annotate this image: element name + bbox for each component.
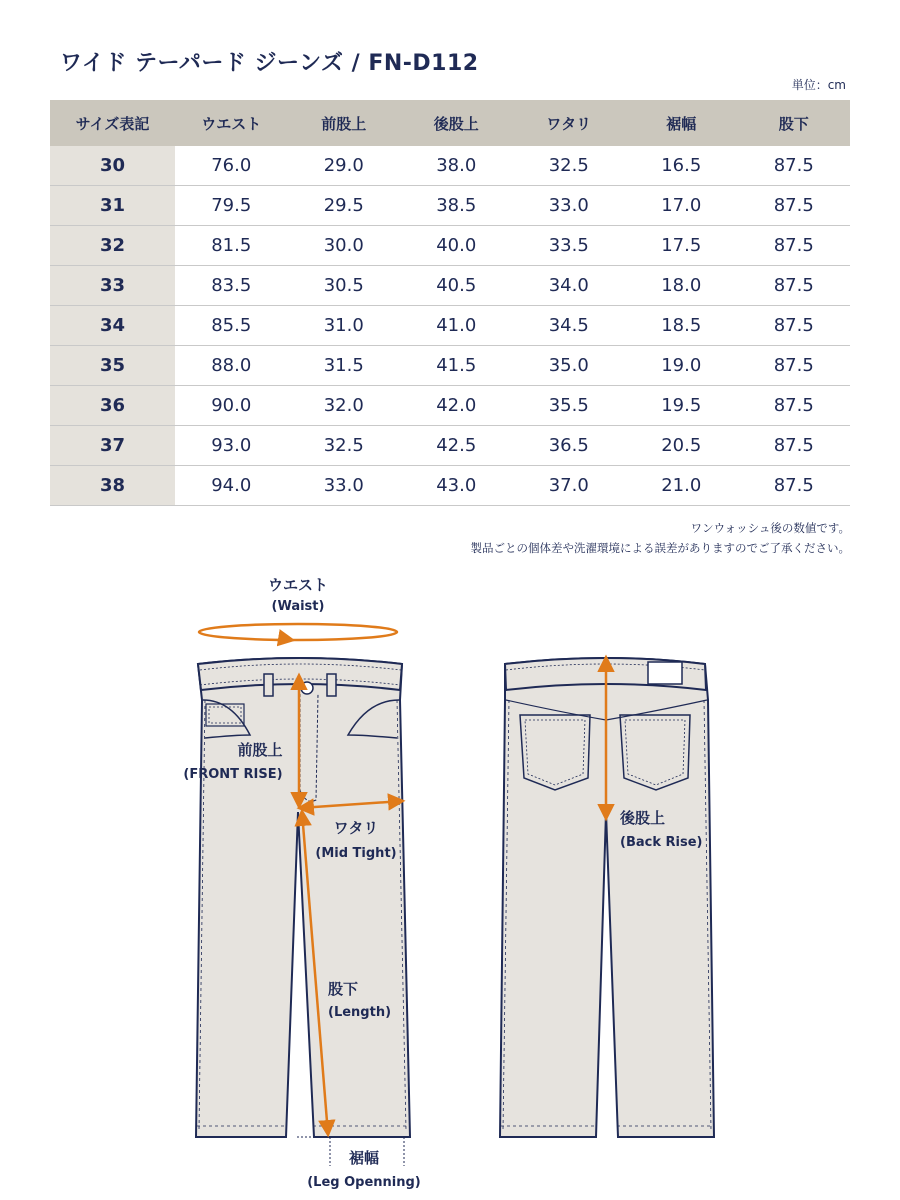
- measurement-value: 34.5: [513, 306, 626, 346]
- measurement-value: 17.5: [625, 226, 738, 266]
- measurement-value: 42.0: [400, 386, 513, 426]
- header-back-rise: 後股上: [400, 100, 513, 146]
- page-title: ワイド テーパード ジーンズ / FN-D112: [60, 51, 479, 76]
- size-value: 33: [50, 266, 175, 306]
- measurement-value: 19.0: [625, 346, 738, 386]
- measurement-value: 21.0: [625, 466, 738, 506]
- header-thigh: ワタリ: [513, 100, 626, 146]
- header-inseam: 股下: [738, 100, 851, 146]
- measurement-value: 32.0: [288, 386, 401, 426]
- waist-label-en: (Waist): [271, 599, 325, 614]
- measurement-value: 88.0: [175, 346, 288, 386]
- measurement-value: 87.5: [738, 346, 851, 386]
- mid-thigh-label-jp: ワタリ: [333, 819, 379, 837]
- front-jeans-illustration: [196, 658, 410, 1137]
- waist-measure-marker: [199, 624, 397, 640]
- header-front-rise: 前股上: [288, 100, 401, 146]
- size-value: 34: [50, 306, 175, 346]
- length-label-jp: 股下: [328, 980, 359, 998]
- measurement-value: 18.5: [625, 306, 738, 346]
- measurement-value: 87.5: [738, 426, 851, 466]
- leg-opening-label-en: (Leg Openning): [307, 1175, 421, 1190]
- measurement-value: 87.5: [738, 466, 851, 506]
- measurement-value: 36.5: [513, 426, 626, 466]
- measurement-value: 42.5: [400, 426, 513, 466]
- size-value: 35: [50, 346, 175, 386]
- measurement-value: 94.0: [175, 466, 288, 506]
- measurement-value: 32.5: [288, 426, 401, 466]
- measurement-value: 37.0: [513, 466, 626, 506]
- mid-thigh-label-en: (Mid Tight): [315, 846, 397, 861]
- measurement-value: 83.5: [175, 266, 288, 306]
- measurement-value: 43.0: [400, 466, 513, 506]
- measurement-value: 38.0: [400, 146, 513, 186]
- measurement-value: 87.5: [738, 146, 851, 186]
- measurement-value: 33.0: [288, 466, 401, 506]
- measurement-value: 87.5: [738, 186, 851, 226]
- size-value: 37: [50, 426, 175, 466]
- measurement-value: 20.5: [625, 426, 738, 466]
- measurement-value: 38.5: [400, 186, 513, 226]
- measurement-value: 31.0: [288, 306, 401, 346]
- size-value: 32: [50, 226, 175, 266]
- measurement-value: 16.5: [625, 146, 738, 186]
- header-waist: ウエスト: [175, 100, 288, 146]
- leg-opening-label-jp: 裾幅: [348, 1149, 380, 1167]
- waist-label-jp: ウエスト: [267, 576, 329, 594]
- measurement-value: 87.5: [738, 306, 851, 346]
- measurement-value: 34.0: [513, 266, 626, 306]
- size-value: 31: [50, 186, 175, 226]
- measurement-value: 41.5: [400, 346, 513, 386]
- size-value: 38: [50, 466, 175, 506]
- size-value: 30: [50, 146, 175, 186]
- measurement-value: 40.0: [400, 226, 513, 266]
- measurement-value: 30.5: [288, 266, 401, 306]
- note-wash: ワンウォッシュ後の数値です。: [690, 521, 850, 535]
- measurement-value: 93.0: [175, 426, 288, 466]
- measurement-value: 81.5: [175, 226, 288, 266]
- header-size: サイズ表記: [50, 100, 175, 146]
- measurement-value: 90.0: [175, 386, 288, 426]
- note-disclaimer: 製品ごとの個体差や洗濯環境による誤差がありますのでご了承ください。: [470, 541, 850, 555]
- measurement-value: 18.0: [625, 266, 738, 306]
- measurement-value: 79.5: [175, 186, 288, 226]
- measurement-value: 87.5: [738, 266, 851, 306]
- unit-label: 単位：cm: [791, 78, 846, 92]
- measurement-value: 87.5: [738, 386, 851, 426]
- measurement-value: 35.0: [513, 346, 626, 386]
- front-rise-label-en: (FRONT RISE): [183, 767, 283, 782]
- measurement-value: 41.0: [400, 306, 513, 346]
- length-label-en: (Length): [328, 1005, 392, 1020]
- measurement-value: 31.5: [288, 346, 401, 386]
- back-rise-label-en: (Back Rise): [620, 835, 703, 850]
- front-rise-label-jp: 前股上: [237, 741, 283, 759]
- measurement-value: 19.5: [625, 386, 738, 426]
- measurement-value: 76.0: [175, 146, 288, 186]
- measurement-value: 35.5: [513, 386, 626, 426]
- header-leg-opening: 裾幅: [625, 100, 738, 146]
- measurement-value: 33.0: [513, 186, 626, 226]
- back-rise-label-jp: 後股上: [620, 809, 666, 827]
- measurement-value: 29.5: [288, 186, 401, 226]
- measurement-value: 30.0: [288, 226, 401, 266]
- size-value: 36: [50, 386, 175, 426]
- measurement-value: 29.0: [288, 146, 401, 186]
- measurement-value: 40.5: [400, 266, 513, 306]
- measurement-value: 87.5: [738, 226, 851, 266]
- measurement-value: 32.5: [513, 146, 626, 186]
- measurement-value: 85.5: [175, 306, 288, 346]
- measurement-value: 17.0: [625, 186, 738, 226]
- measurement-value: 33.5: [513, 226, 626, 266]
